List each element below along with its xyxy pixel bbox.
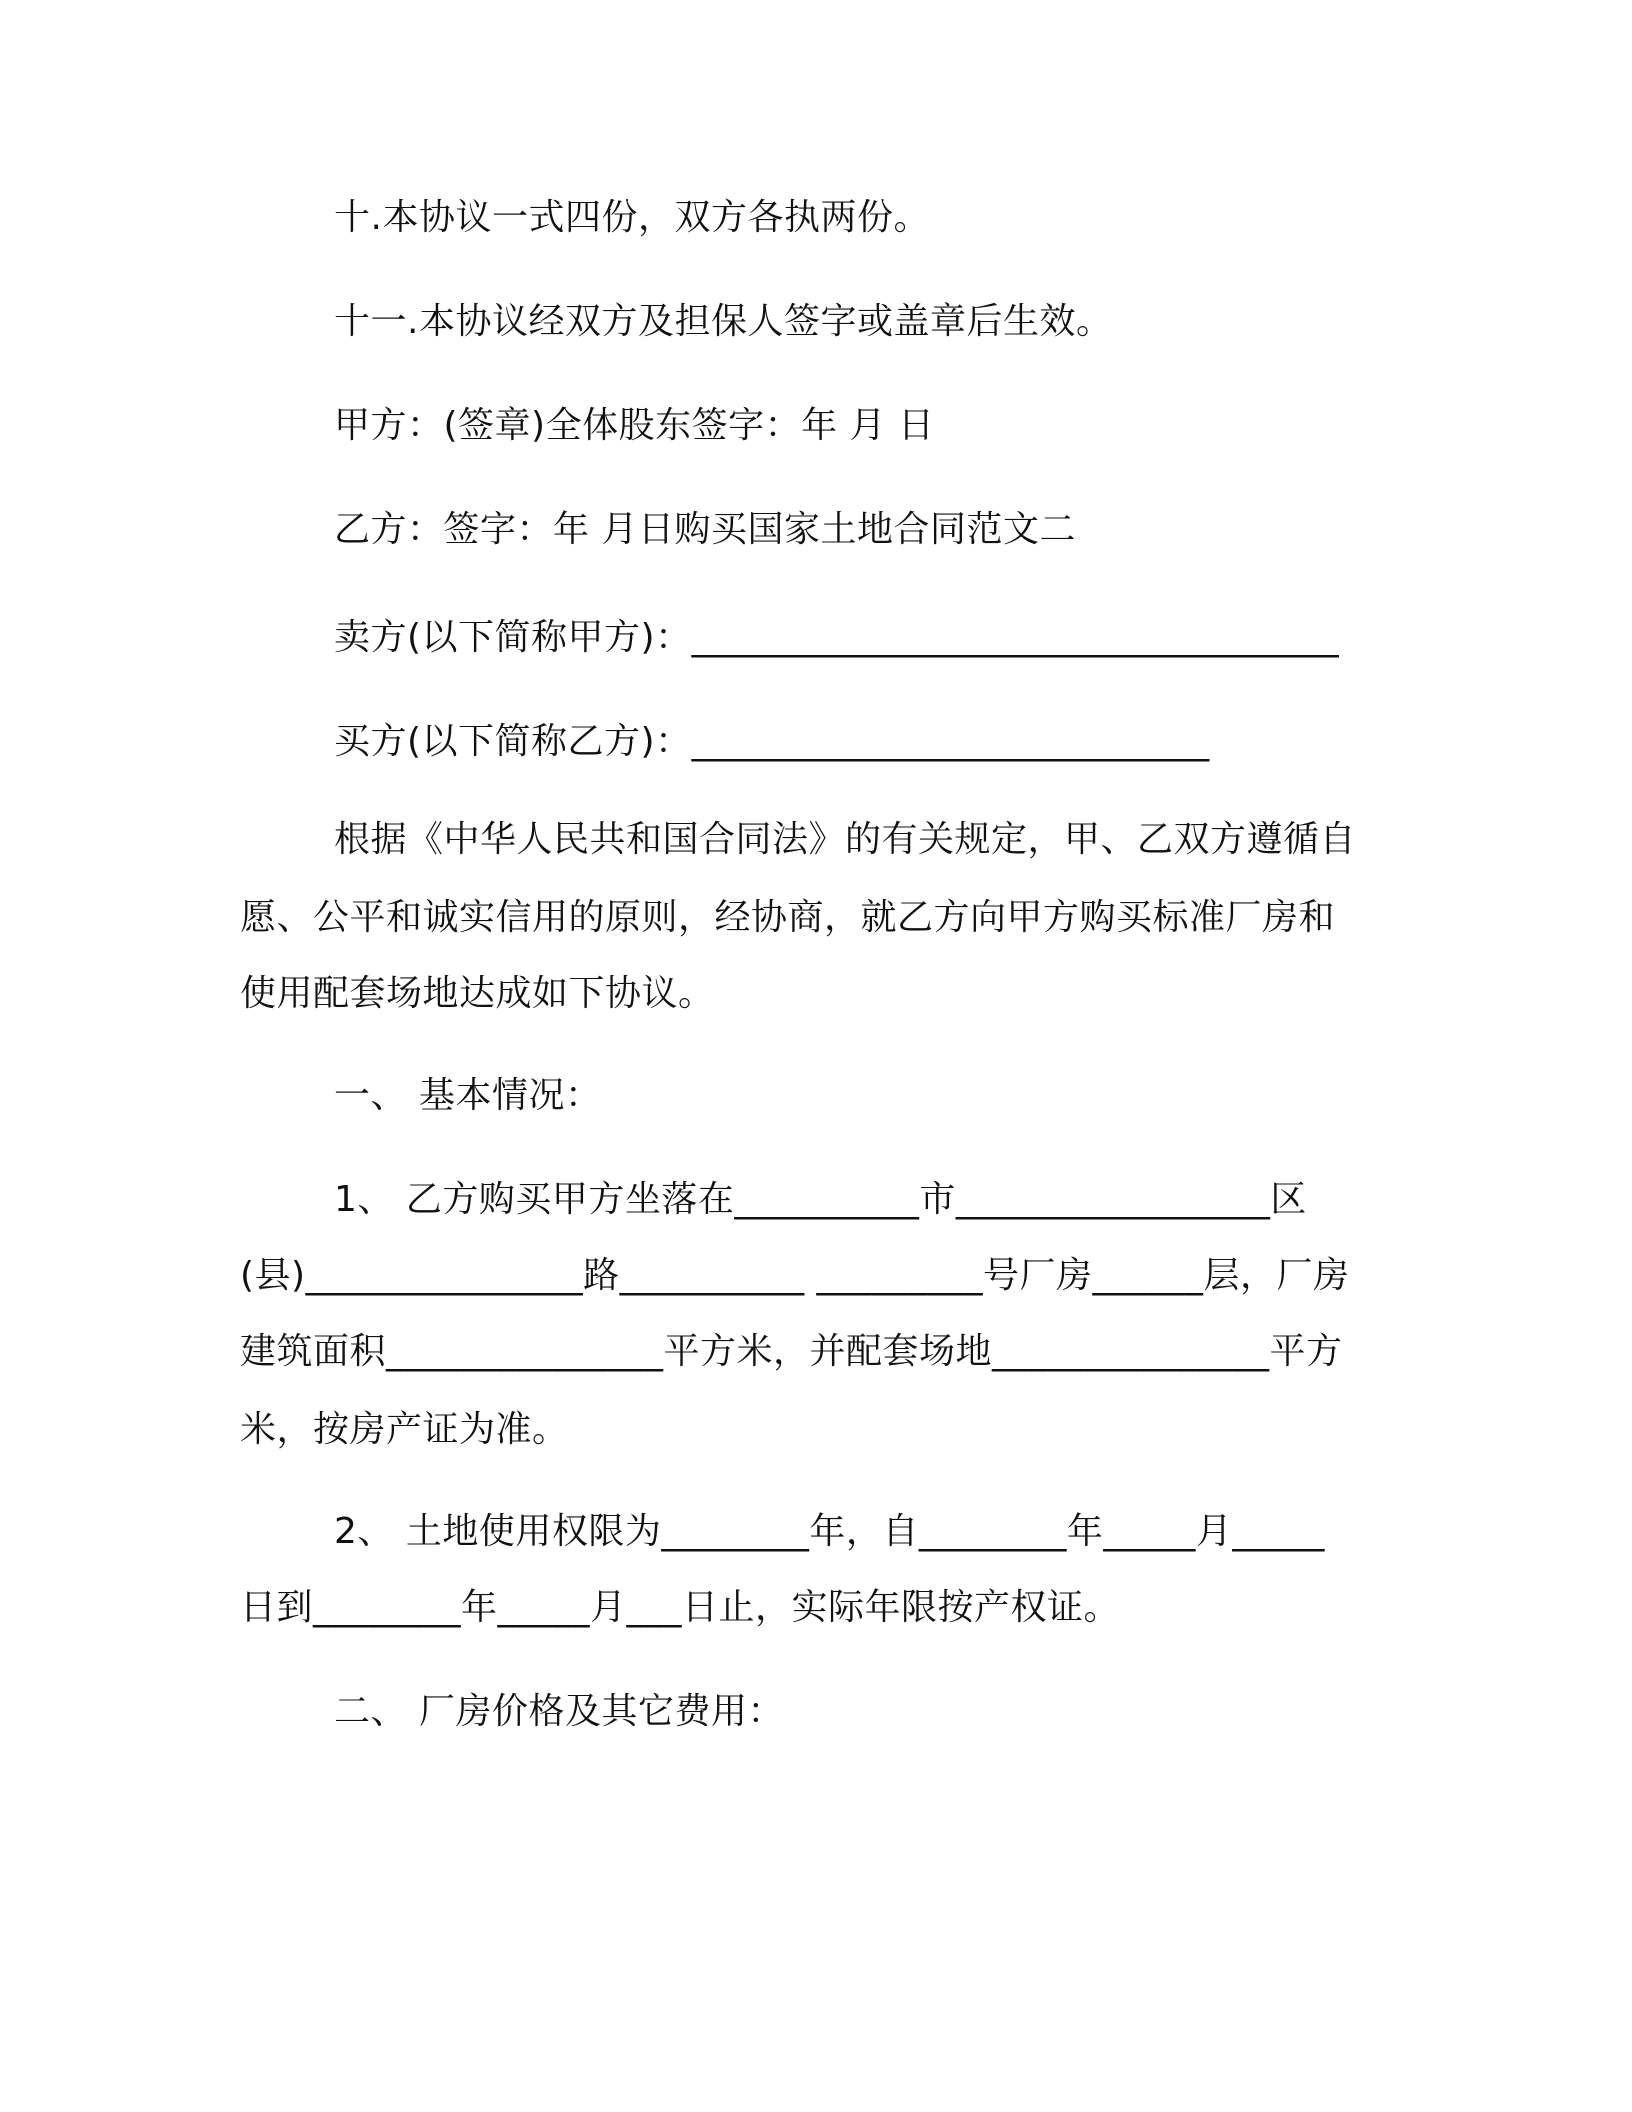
seller-line: 卖方(以下简称甲方)：___________________________________ (334, 617, 1340, 658)
preamble-line-3: 使用配套场地达成如下协议。 (240, 973, 715, 1014)
preamble-line-2: 愿、公平和诚实信用的原则，经协商，就乙方向甲方购买标准厂房和 (240, 897, 1336, 938)
item-one-line-2: (县)_______________路__________ _________号厂房______层，厂房 (240, 1255, 1350, 1296)
item-one-line-1: 1、 乙方购买甲方坐落在__________市_________________区 (334, 1179, 1307, 1220)
item-one-line-4: 米，按房产证为准。 (240, 1409, 569, 1450)
buyer-line: 买方(以下简称乙方)：____________________________ (334, 721, 1210, 762)
clause-ten: 十.本协议一式四份，双方各执两份。 (334, 197, 930, 238)
item-two-line-2: 日到________年_____月___日止，实际年限按产权证。 (240, 1587, 1121, 1628)
party-b-signature: 乙方：签字：年 月日购买国家土地合同范文二 (334, 509, 1076, 550)
item-one-line-3: 建筑面积_______________平方米，并配套场地_______________平方 (240, 1331, 1343, 1372)
party-a-signature: 甲方：(签章)全体股东签字：年 月 日 (334, 405, 935, 446)
section-two-heading: 二、 厂房价格及其它费用： (334, 1691, 784, 1732)
item-two-line-1: 2、 土地使用权限为________年，自________年_____月_____ (334, 1511, 1325, 1552)
preamble-line-1: 根据《中华人民共和国合同法》的有关规定，甲、乙双方遵循自 (334, 819, 1357, 860)
clause-eleven: 十一.本协议经双方及担保人签字或盖章后生效。 (334, 301, 1113, 342)
section-one-heading: 一、 基本情况： (334, 1075, 602, 1116)
